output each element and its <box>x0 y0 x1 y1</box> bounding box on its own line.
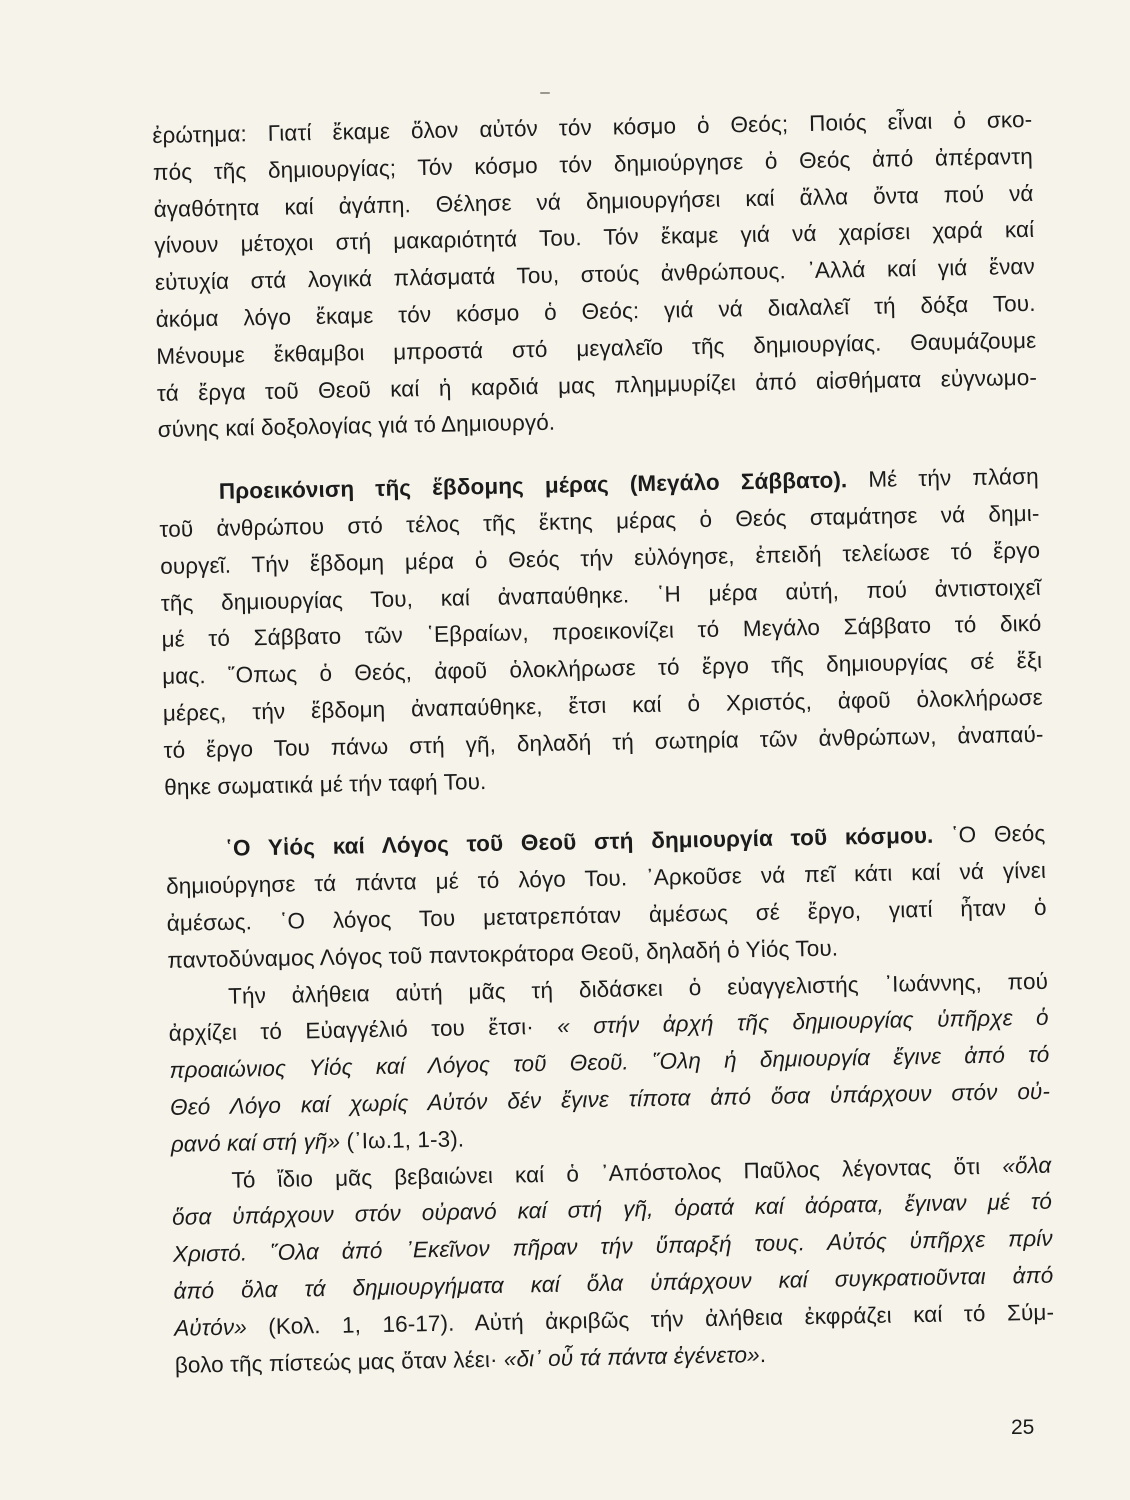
text-line: εὐτυχία στά λογικά πλάσματά Του, στούς ἀνθρώπους. ᾿Αλλά καί γιά ἕναν <box>154 254 1036 296</box>
quote-run: «ὅλα <box>1002 1152 1052 1179</box>
paul-paragraph <box>171 1147 1055 1384</box>
intro-paragraph <box>152 102 1038 449</box>
text-line: πός τῆς δημιουργίας; Τόν κόσμο τόν δημιούργησε ὁ Θεός ἀπό ἀπέραντη <box>152 143 1034 185</box>
text-line: γίνουν μέτοχοι στή μακαριότητά Του. Τόν ἔκαμε γιά νά χαρίσει χαρά καί <box>154 217 1035 259</box>
text-line: μέρες, τήν ἕβδομη ἀναπαύθηκε, ἔτσι καί ὁ Χριστός, ἀφοῦ ὁλοκλήρωσε <box>162 684 1043 726</box>
text-line: Μένουμε ἔκθαμβοι μπροστά στό μεγαλεῖο τῆς δημιουργίας. Θαυμάζουμε <box>156 327 1037 369</box>
quote-line: Χριστό. ῞Ολα ἀπό ᾿Εκεῖνον πῆραν τήν ὕπαρξή τους. Αὐτός ὑπῆρχε πρίν <box>172 1225 1053 1267</box>
text-line: ἀμέσως. ῾Ο λόγος Του μετατρεπόταν ἀμέσως σέ ἔργο, γιατί ἦταν ὁ <box>166 894 1047 936</box>
text-line: ἀκόμα λόγο ἔκαμε τόν κόσμο ὁ Θεός: γιά νά διαλαλεῖ τή δόξα Του. <box>155 290 1036 332</box>
text-line: παντοδύναμος Λόγος τοῦ παντοκράτορα Θεοῦ, δηλαδή ὁ Υἱός Του. <box>167 935 839 973</box>
text-line: τῆς δημιουργίας Του, καί ἀναπαύθηκε. ῾Η μέρα αὐτή, πού ἀντιστοιχεῖ <box>160 574 1041 616</box>
text-run: Τό ἴδιο μᾶς βεβαιώνει καί ὁ ᾿Απόστολος Παῦλος λέγοντας ὅτι <box>231 1153 1003 1193</box>
scan-speck <box>540 92 550 94</box>
quote-run: «δι᾿ οὗ τά πάντα ἐγένετο» <box>503 1341 760 1372</box>
text-line: μας. ῞Οπως ὁ Θεός, ἀφοῦ ὁλοκλήρωσε τό ἔργο τῆς δημιουργίας σέ ἕξι <box>162 647 1043 690</box>
text-run: ἀρχίζει τό Εὐαγγέλιό του ἔτσι· <box>168 1014 558 1047</box>
text-line: ἐρώτημα: Γιατί ἔκαμε ὅλον αὐτόν τόν κόσμο ὁ Θεός; Ποιός εἶναι ὁ σκο- <box>152 106 1033 148</box>
heading-continuation: Μέ τήν πλάση <box>847 463 1039 493</box>
text-line: ἀγαθότητα καί ἀγάπη. Θέλησε νά δημιουργήσει καί ἄλλα ὄντα πού νά <box>153 180 1034 222</box>
citation: (Κολ. 1, 16-17). Αὐτή ἀκριβῶς τήν ἀλήθεια ἐκφράζει καί τό Σύμ- <box>246 1299 1055 1340</box>
quote-run: Αὐτόν» <box>173 1314 248 1341</box>
text-line: σύνης καί δοξολογίας γιά τό Δημιουργό. <box>157 410 556 443</box>
quote-line: Θεό Λόγο καί χωρίς Αὐτόν δέν ἔγινε τίποτα ἀπό ὅσα ὑπάρχουν στόν οὐ- <box>169 1078 1051 1120</box>
text-line: ουργεῖ. Τήν ἕβδομη μέρα ὁ Θεός τήν εὐλόγησε, ἐπειδή τελείωσε τό ἔργο <box>159 537 1041 579</box>
quote-run: ρανό καί στή γῆ» <box>170 1128 341 1157</box>
text-run: . <box>759 1341 767 1367</box>
son-and-word-section <box>165 816 1048 979</box>
page-number: 25 <box>1011 1416 1035 1439</box>
text-line: τοῦ ἀνθρώπου στό τέλος τῆς ἕκτης μέρας ὁ Θεός σταμάτησε νά δημι- <box>159 500 1040 542</box>
text-line: δημιούργησε τά πάντα μέ τό λόγο Του. ᾿Αρκοῦσε νά πεῖ κάτι καί νά γίνει <box>165 857 1047 900</box>
quote-line: ὅσα ὑπάρχουν στόν οὐρανό καί στή γῆ, ὁρατά καί ἀόρατα, ἔγιναν μέ τό <box>171 1189 1053 1231</box>
quote-line: προαιώνιος Υἱός καί Λόγος τοῦ Θεοῦ. ῞Ολη ἡ δημιουργία ἔγινε ἀπό τό <box>169 1041 1050 1083</box>
page-text <box>152 102 1055 1384</box>
text-line: Τήν ἀλήθεια αὐτή μᾶς τή διδάσκει ὁ εὐαγγελιστής ᾿Ιωάννης, πού <box>227 968 1049 1009</box>
text-line: τά ἔργα τοῦ Θεοῦ καί ἡ καρδιά μας πλημμυρίζει ἀπό αἰσθήματα εὐγνωμο- <box>156 364 1038 406</box>
quote-line: ἀπό ὅλα τά δημιουργήματα καί ὅλα ὑπάρχουν καί συγκρατιοῦνται ἀπό <box>173 1262 1054 1304</box>
quote-run: « στήν ἀρχή τῆς δημιουργίας ὑπῆρχε ὁ <box>556 1005 1049 1040</box>
section-heading: Προεικόνιση τῆς ἕβδομης μέρας (Μεγάλο Σάββατο). <box>218 467 848 505</box>
citation: (᾿Ιω.1, 1-3). <box>339 1126 465 1154</box>
section-heading: ῾Ο Υἱός καί Λόγος τοῦ Θεοῦ στή δημιουργία τοῦ κόσμου. <box>225 823 934 862</box>
text-line: θηκε σωματικά μέ τήν ταφή Του. <box>164 768 487 800</box>
john-paragraph <box>168 963 1051 1163</box>
text-line: τό ἔργο Του πάνω στή γῆ, δηλαδή τή σωτηρία τῶν ἀνθρώπων, ἀναπαύ- <box>163 721 1044 763</box>
text-line: μέ τό Σάββατο τῶν ῾Εβραίων, προεικονίζει τό Μεγάλο Σάββατο τό δικό <box>161 611 1042 653</box>
heading-continuation: ῾Ο Θεός <box>933 821 1046 849</box>
text-run: βολο τῆς πίστεώς μας ὅταν λέει· <box>174 1346 505 1378</box>
seventh-day-section <box>159 459 1045 806</box>
